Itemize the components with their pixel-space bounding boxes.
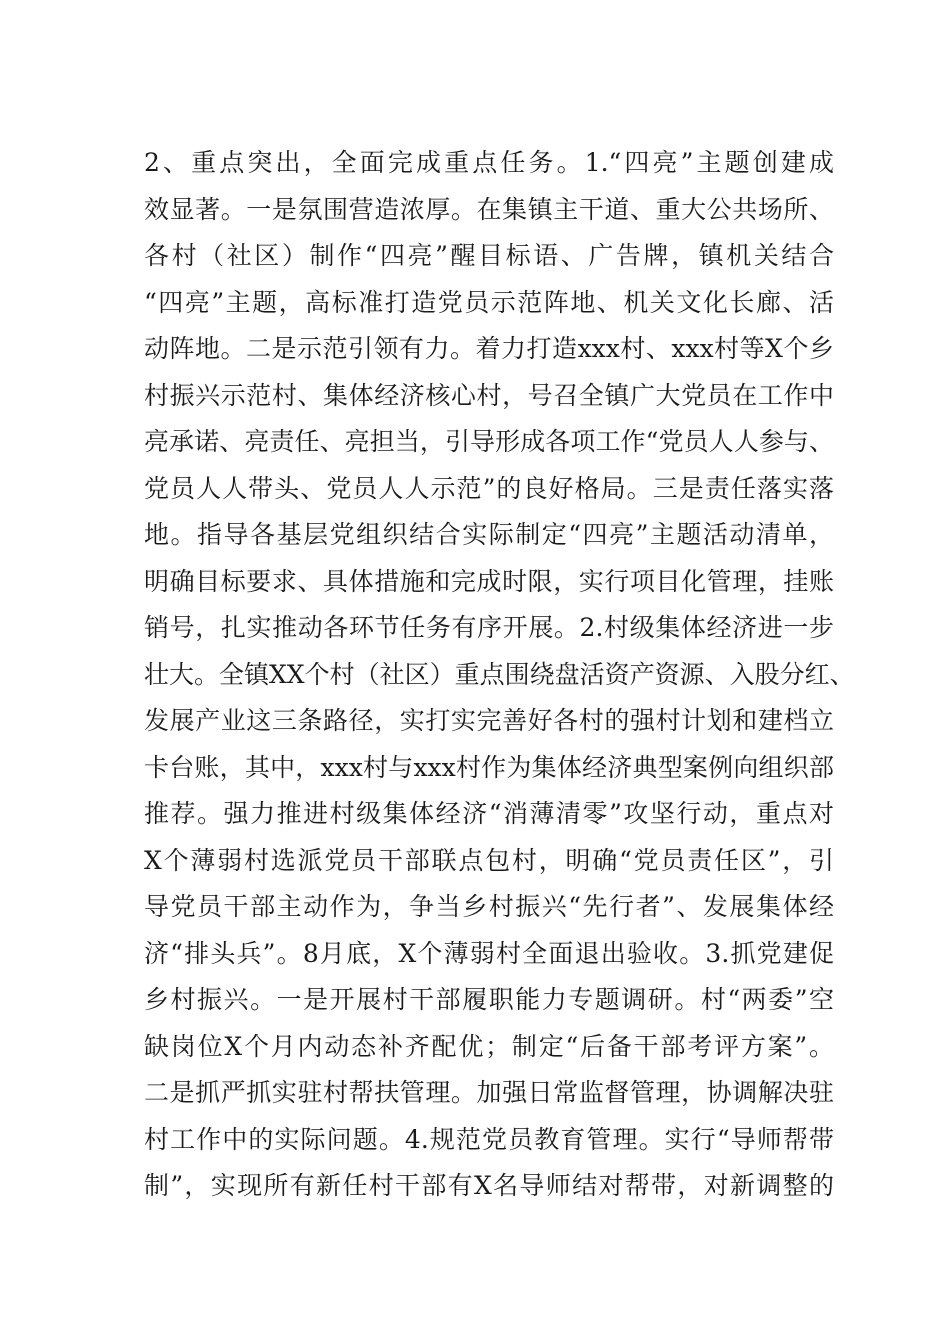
text-line: 动阵地。二是示范引领有力。着力打造xxx村、xxx村等X个乡 — [144, 334, 834, 363]
text-line: 缺岗位X个月内动态补齐配优；制定“后备干部考评方案”。 — [144, 1031, 834, 1061]
text-line: 济“排头兵”。8月底，X个薄弱村全面退出验收。3.抓党建促 — [144, 938, 834, 968]
body-paragraph — [144, 140, 855, 1210]
text-line: 二是抓严抓实驻村帮扶管理。加强日常监督管理，协调解决驻 — [144, 1078, 834, 1107]
text-line: 壮大。全镇XX个村（社区）重点围绕盘活资产资源、入股分红、 — [144, 659, 855, 689]
text-line: 村工作中的实际问题。4.规范党员教育管理。实行“导师帮带 — [144, 1124, 834, 1154]
text-line: X个薄弱村选派党员干部联点包村，明确“党员责任区”，引 — [144, 845, 834, 875]
text-line: 效显著。一是氛围营造浓厚。在集镇主干道、重大公共场所、 — [144, 194, 834, 224]
text-line: 发展产业这三条路径，实打实完善好各村的强村计划和建档立 — [144, 706, 834, 735]
text-line: 各村（社区）制作“四亮”醒目标语、广告牌，镇机关结合 — [144, 241, 834, 270]
text-line: 制”，实现所有新任村干部有X名导师结对帮带，对新调整的 — [144, 1171, 834, 1200]
text-line: “四亮”主题，高标准打造党员示范阵地、机关文化长廊、活 — [144, 287, 834, 317]
text-line: 乡村振兴。一是开展村干部履职能力专题调研。村“两委”空 — [144, 985, 834, 1014]
text-line: 村振兴示范村、集体经济核心村，号召全镇广大党员在工作中 — [144, 380, 834, 410]
text-line: 2、重点突出，全面完成重点任务。1.“四亮”主题创建成 — [144, 148, 834, 177]
text-line: 党员人人带头、党员人人示范”的良好格局。三是责任落实落 — [144, 473, 834, 503]
text-line: 销号，扎实推动各环节任务有序开展。2.村级集体经济进一步 — [144, 613, 834, 642]
text-line: 卡台账，其中，xxx村与xxx村作为集体经济典型案例向组织部 — [144, 752, 834, 782]
text-line: 亮承诺、亮责任、亮担当，引导形成各项工作“党员人人参与、 — [144, 427, 834, 456]
text-line: 导党员干部主动作为，争当乡村振兴“先行者”、发展集体经 — [144, 892, 834, 921]
text-line: 推荐。强力推进村级集体经济“消薄清零”攻坚行动，重点对 — [144, 799, 834, 828]
text-line: 地。指导各基层党组织结合实际制定“四亮”主题活动清单， — [144, 520, 834, 549]
text-line: 明确目标要求、具体措施和完成时限，实行项目化管理，挂账 — [144, 566, 834, 596]
